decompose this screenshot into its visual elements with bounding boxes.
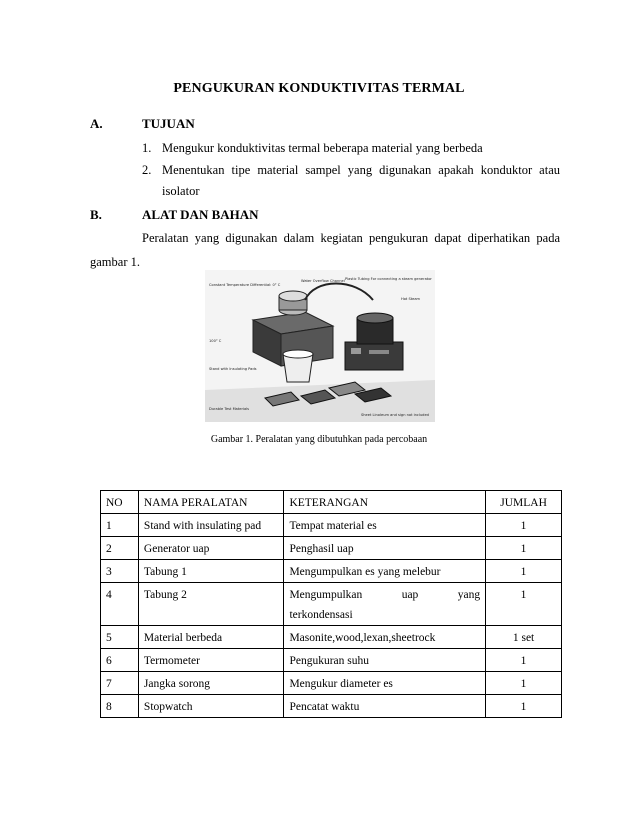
- equipment-figure: [205, 270, 435, 422]
- table-cell-nama: Stopwatch: [138, 695, 284, 718]
- table-cell-keterangan: Mengukur diameter es: [284, 672, 486, 695]
- table-cell-jumlah: 1 set: [486, 626, 562, 649]
- figure-label: Durable Test Materials: [209, 407, 250, 411]
- table-cell-jumlah: 1: [486, 672, 562, 695]
- table-header-cell: NAMA PERALATAN: [138, 491, 284, 514]
- figure-label: Constant Temperature Differential: 0° C: [209, 283, 281, 287]
- section-b-title: ALAT DAN BAHAN: [142, 207, 259, 222]
- table-cell-no: 6: [101, 649, 139, 672]
- section-b-letter: B.: [90, 207, 102, 222]
- table-cell-jumlah: 1: [486, 695, 562, 718]
- list-item-text: Mengukur konduktivitas termal beberapa material yang berbeda: [162, 141, 483, 155]
- table-cell-nama: Jangka sorong: [138, 672, 284, 695]
- table-row: [101, 583, 562, 626]
- table-header-cell: NO: [101, 491, 139, 514]
- table-cell-no: 3: [101, 560, 139, 583]
- list-item-continuation: isolator: [162, 184, 200, 198]
- table-row: [101, 537, 562, 560]
- table-cell-nama: Material berbeda: [138, 626, 284, 649]
- page-title: PENGUKURAN KONDUKTIVITAS TERMAL: [173, 81, 465, 96]
- table-row: [101, 560, 562, 583]
- table-cell-no: 4: [101, 583, 139, 626]
- table-cell-keterangan: Pengukuran suhu: [284, 649, 486, 672]
- equipment-table: [100, 490, 562, 718]
- table-cell-no: 8: [101, 695, 139, 718]
- table-cell-jumlah: 1: [486, 537, 562, 560]
- table-header-cell: KETERANGAN: [284, 491, 486, 514]
- table-cell-nama: Tabung 2: [138, 583, 284, 626]
- section-a-letter: A.: [90, 116, 103, 131]
- table-cell-no: 7: [101, 672, 139, 695]
- table-row: [101, 514, 562, 537]
- table-row: [101, 626, 562, 649]
- table-cell-no: 1: [101, 514, 139, 537]
- table-header-cell: JUMLAH: [486, 491, 562, 514]
- table-cell-keterangan-line: terkondensasi: [289, 609, 353, 621]
- list-item-number: 1.: [142, 141, 152, 155]
- table-cell-jumlah: 1: [486, 514, 562, 537]
- table-cell-no: 2: [101, 537, 139, 560]
- paragraph-line: Peralatan yang digunakan dalam kegiatan pengukuran dapat diperhatikan pada: [142, 231, 560, 245]
- table-cell-keterangan-line: Mengumpulkan uap yang: [289, 589, 481, 601]
- list-item-text: Menentukan tipe material sampel yang digunakan apakah konduktor atau: [162, 163, 560, 177]
- section-a-title: TUJUAN: [142, 116, 195, 131]
- table-cell-nama: Tabung 1: [138, 560, 284, 583]
- list-item-number: 2.: [142, 163, 152, 177]
- figure-label: Stand with Insulating Pads: [209, 367, 257, 371]
- table-header-row: [101, 491, 562, 514]
- table-cell-jumlah: 1: [486, 583, 562, 626]
- table-row: [101, 672, 562, 695]
- table-cell-keterangan: Masonite,wood,lexan,sheetrock: [284, 626, 486, 649]
- table-cell-keterangan: Penghasil uap: [284, 537, 486, 560]
- table-row: [101, 695, 562, 718]
- figure-label: 100° C: [209, 339, 222, 343]
- table-cell-nama: Generator uap: [138, 537, 284, 560]
- table-cell-keterangan: Tempat material es: [284, 514, 486, 537]
- figure-label: Hot Steam: [401, 297, 421, 301]
- figure-label: Water Overflow Channel: [301, 279, 345, 283]
- paragraph-line: gambar 1.: [90, 255, 140, 269]
- table-cell-nama: Stand with insulating pad: [138, 514, 284, 537]
- table-cell-keterangan: Mengumpulkan es yang melebur: [284, 560, 486, 583]
- table-cell-no: 5: [101, 626, 139, 649]
- figure-label: Plastic Tubing For connecting a steam generator: [345, 277, 432, 281]
- table-row: [101, 649, 562, 672]
- figure-label: Sheet Linoleum and sign not included: [361, 413, 429, 417]
- table-cell-jumlah: 1: [486, 560, 562, 583]
- table-cell-nama: Termometer: [138, 649, 284, 672]
- table-cell-keterangan: Pencatat waktu: [284, 695, 486, 718]
- table-cell-keterangan: [284, 583, 486, 626]
- figure-caption: Gambar 1. Peralatan yang dibutuhkan pada percobaan: [210, 434, 428, 445]
- table-cell-jumlah: 1: [486, 649, 562, 672]
